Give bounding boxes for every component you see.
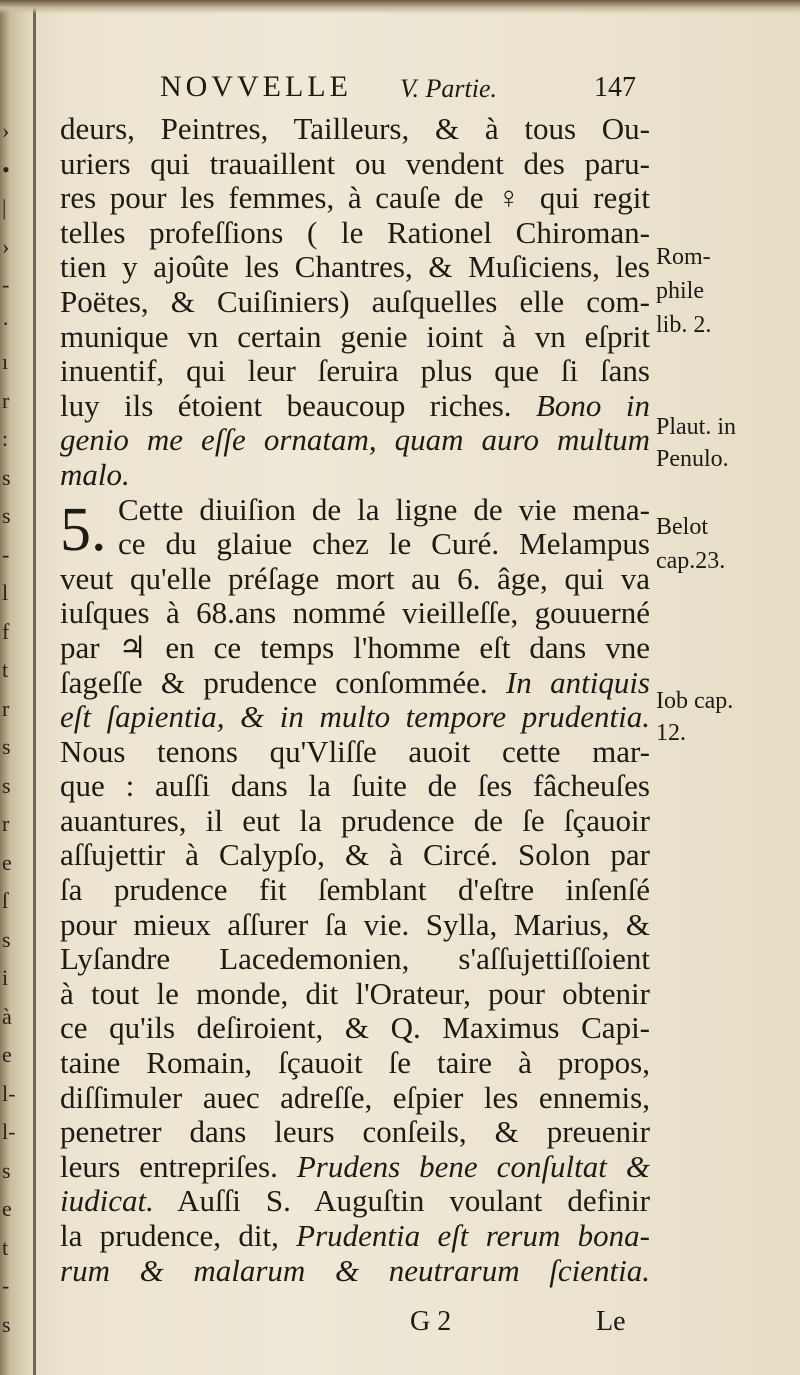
margin-note: Plaut. in [656, 414, 737, 440]
bleed-through-glyph: r [2, 695, 10, 721]
text-line [60, 1081, 650, 1116]
latin-quote: iudicat. [60, 1184, 154, 1219]
roman-text: penetrer dans leurs conſeils, & preuenir [60, 1115, 650, 1150]
text-line [60, 735, 650, 770]
text-line [60, 423, 650, 458]
text-line [60, 804, 650, 839]
roman-text: Lyſandre Lacedemonien, s'aſſujettiſſoient [60, 942, 650, 977]
roman-text: la prudence, dit, [60, 1219, 297, 1253]
bleed-through-glyph: - [2, 1273, 10, 1298]
margin-note: Rom- [656, 244, 711, 270]
gutter-rule [33, 0, 36, 1375]
margin-note: lib. 2. [656, 312, 712, 338]
bleed-through-glyph: s [2, 772, 11, 798]
text-line [60, 527, 650, 562]
text-line [60, 112, 650, 147]
roman-text: munique vn certain genie ioint à vn eſprit [60, 319, 650, 354]
running-part: V. Partie. [400, 74, 498, 103]
roman-text: Nous tenons qu'Vliſſe auoit cette mar- [60, 734, 650, 769]
bleed-through-glyph: ı [2, 349, 9, 374]
text-line [60, 493, 650, 528]
bleed-through-glyph: à [2, 1003, 12, 1029]
page-number: 147 [594, 72, 636, 103]
text-line [60, 389, 650, 424]
bleed-through-glyph: · [2, 310, 10, 336]
latin-quote: eſt ſapientia, & in multo tempore prudentia. [60, 700, 650, 735]
text-line [60, 1184, 650, 1219]
margin-note: phile [656, 278, 704, 304]
roman-text: deurs, Peintres, Tailleurs, & à tous Ou- [60, 112, 650, 146]
text-line [60, 908, 650, 943]
roman-text: Auſſi S. Auguſtin voulant definir [153, 1184, 650, 1219]
text-line [60, 216, 650, 251]
margin-note: Belot [656, 514, 708, 540]
bleed-through-glyph: - [2, 272, 10, 297]
bleed-through-glyph: ſ [2, 888, 9, 913]
latin-quote: Prudens bene conſultat & [296, 1149, 650, 1184]
roman-text: ce qu'ils deſiroient, & Q. Maximus Capi- [60, 1011, 650, 1046]
text-line [60, 181, 650, 216]
bleed-through-glyph: l- [2, 1119, 16, 1144]
latin-quote: Prudentia eſt rerum bona- [296, 1219, 650, 1253]
bleed-through-glyph: i [2, 965, 9, 990]
roman-text: tien y ajoûte les Chantres, & Muſiciens, les [60, 250, 650, 285]
roman-text: ſageſſe & prudence conſommée. [60, 665, 506, 700]
text-line [60, 769, 650, 804]
roman-text: iuſques à 68.ans nommé vieilleſſe, gouuerné [60, 596, 650, 631]
body-text [60, 112, 650, 1288]
text-line [60, 1011, 650, 1046]
latin-quote: genio me eſſe ornatam, quam auro multum [60, 423, 650, 458]
text-line [60, 250, 650, 285]
roman-text: ce du glaiue chez le Curé. Melampus [118, 527, 650, 562]
text-line [60, 320, 650, 355]
text-line [60, 562, 650, 597]
latin-quote: Bono in [536, 388, 650, 423]
text-line [60, 458, 650, 493]
bleed-through-glyph: s [2, 1157, 11, 1183]
bleed-through-glyph: t [2, 1234, 9, 1260]
bleed-through-glyph: : [2, 426, 9, 451]
latin-quote: rum & malarum & neutrarum ſcientia. [60, 1253, 650, 1288]
bleed-through-glyph: r [2, 387, 10, 413]
roman-text: leurs entrepriſes. [60, 1149, 297, 1184]
bleed-through-glyph: e [2, 1196, 12, 1221]
running-header [160, 70, 660, 110]
bleed-through-glyph: | [2, 195, 7, 220]
text-line [60, 354, 650, 389]
roman-text: res pour les femmes, à cauſe de ♀ qui regit [60, 181, 650, 216]
roman-text: par ♃ en ce temps l'homme eſt dans vne [60, 630, 650, 665]
latin-quote: In antiquis [505, 665, 650, 700]
roman-text: ſa prudence fit ſemblant d'eſtre inſenſé [60, 873, 650, 908]
roman-text: inuentif, qui leur ſeruira plus que ſi ſans [60, 354, 650, 389]
roman-text: auantures, il eut la prudence de ſe ſçauoir [60, 803, 650, 838]
text-line [60, 285, 650, 320]
bleed-through-glyph: › [2, 118, 10, 143]
text-line [60, 873, 650, 908]
roman-text: taine Romain, ſçauoit ſe taire à propos, [60, 1046, 650, 1081]
text-line [60, 942, 650, 977]
roman-text: diſſimuler auec adreſſe, eſpier les ennemis, [60, 1080, 650, 1115]
bleed-through-glyph: f [2, 618, 10, 644]
margin-note: cap.23. [656, 548, 726, 574]
roman-text: telles profeſſions ( le Rationel Chiroman- [60, 215, 650, 250]
text-line [60, 838, 650, 873]
roman-text: pour mieux aſſurer ſa vie. Sylla, Marius, & [60, 907, 650, 942]
catchword: Le [596, 1306, 626, 1337]
roman-text: Cette diuiſion de la ligne de vie mena- [118, 492, 650, 527]
signature-mark: G 2 [410, 1306, 452, 1337]
bleed-through-glyph: e [2, 1042, 12, 1067]
bleed-through-glyph: s [2, 464, 11, 490]
bleed-through-glyph: s [2, 1311, 11, 1337]
margin-note: 12. [656, 720, 686, 746]
text-line [60, 596, 650, 631]
margin-note: Iob cap. [656, 688, 734, 714]
bleed-through-glyph: r [2, 811, 10, 836]
text-line [60, 977, 650, 1012]
text-line [60, 147, 650, 182]
roman-text: uriers qui trauaillent ou vendent des paru- [60, 146, 650, 181]
roman-text: à tout le monde, dit l'Orateur, pour obtenir [60, 976, 650, 1011]
bleed-through-glyph: l [2, 580, 9, 605]
roman-text: luy ils étoient beaucoup riches. [60, 388, 536, 423]
text-line [60, 631, 650, 666]
paragraph-number: 5. [60, 495, 107, 564]
roman-text: veut qu'elle préſage mort au 6. âge, qui va [60, 561, 650, 596]
text-line [60, 1219, 650, 1254]
bleed-through-glyph: s [2, 503, 11, 528]
top-shadow [0, 0, 800, 14]
bleed-through-glyph: s [2, 926, 11, 952]
bleed-through-glyph: • [2, 156, 10, 182]
bleed-through-glyph: - [2, 541, 10, 567]
bleed-through-glyph: › [2, 233, 10, 259]
bleed-through-glyph: s [2, 734, 11, 759]
text-line [60, 666, 650, 701]
running-title: NOVVELLE [160, 70, 352, 103]
bleed-through-glyph: e [2, 849, 12, 875]
roman-text: que : auſſi dans la ſuite de ſes fâcheuſes [60, 769, 650, 804]
roman-text: aſſujettir à Calypſo, & à Circé. Solon par [60, 838, 650, 873]
text-line [60, 1115, 650, 1150]
latin-quote: malo. [60, 457, 130, 492]
bleed-through-glyph: t [2, 657, 9, 682]
text-line [60, 1046, 650, 1081]
bleed-through-glyph: l- [2, 1080, 16, 1106]
text-line [60, 1150, 650, 1185]
roman-text: Poëtes, & Cuiſiniers) auſquelles elle com- [60, 284, 650, 319]
margin-note: Penulo. [656, 446, 729, 472]
text-line [60, 1254, 650, 1289]
text-line [60, 700, 650, 735]
